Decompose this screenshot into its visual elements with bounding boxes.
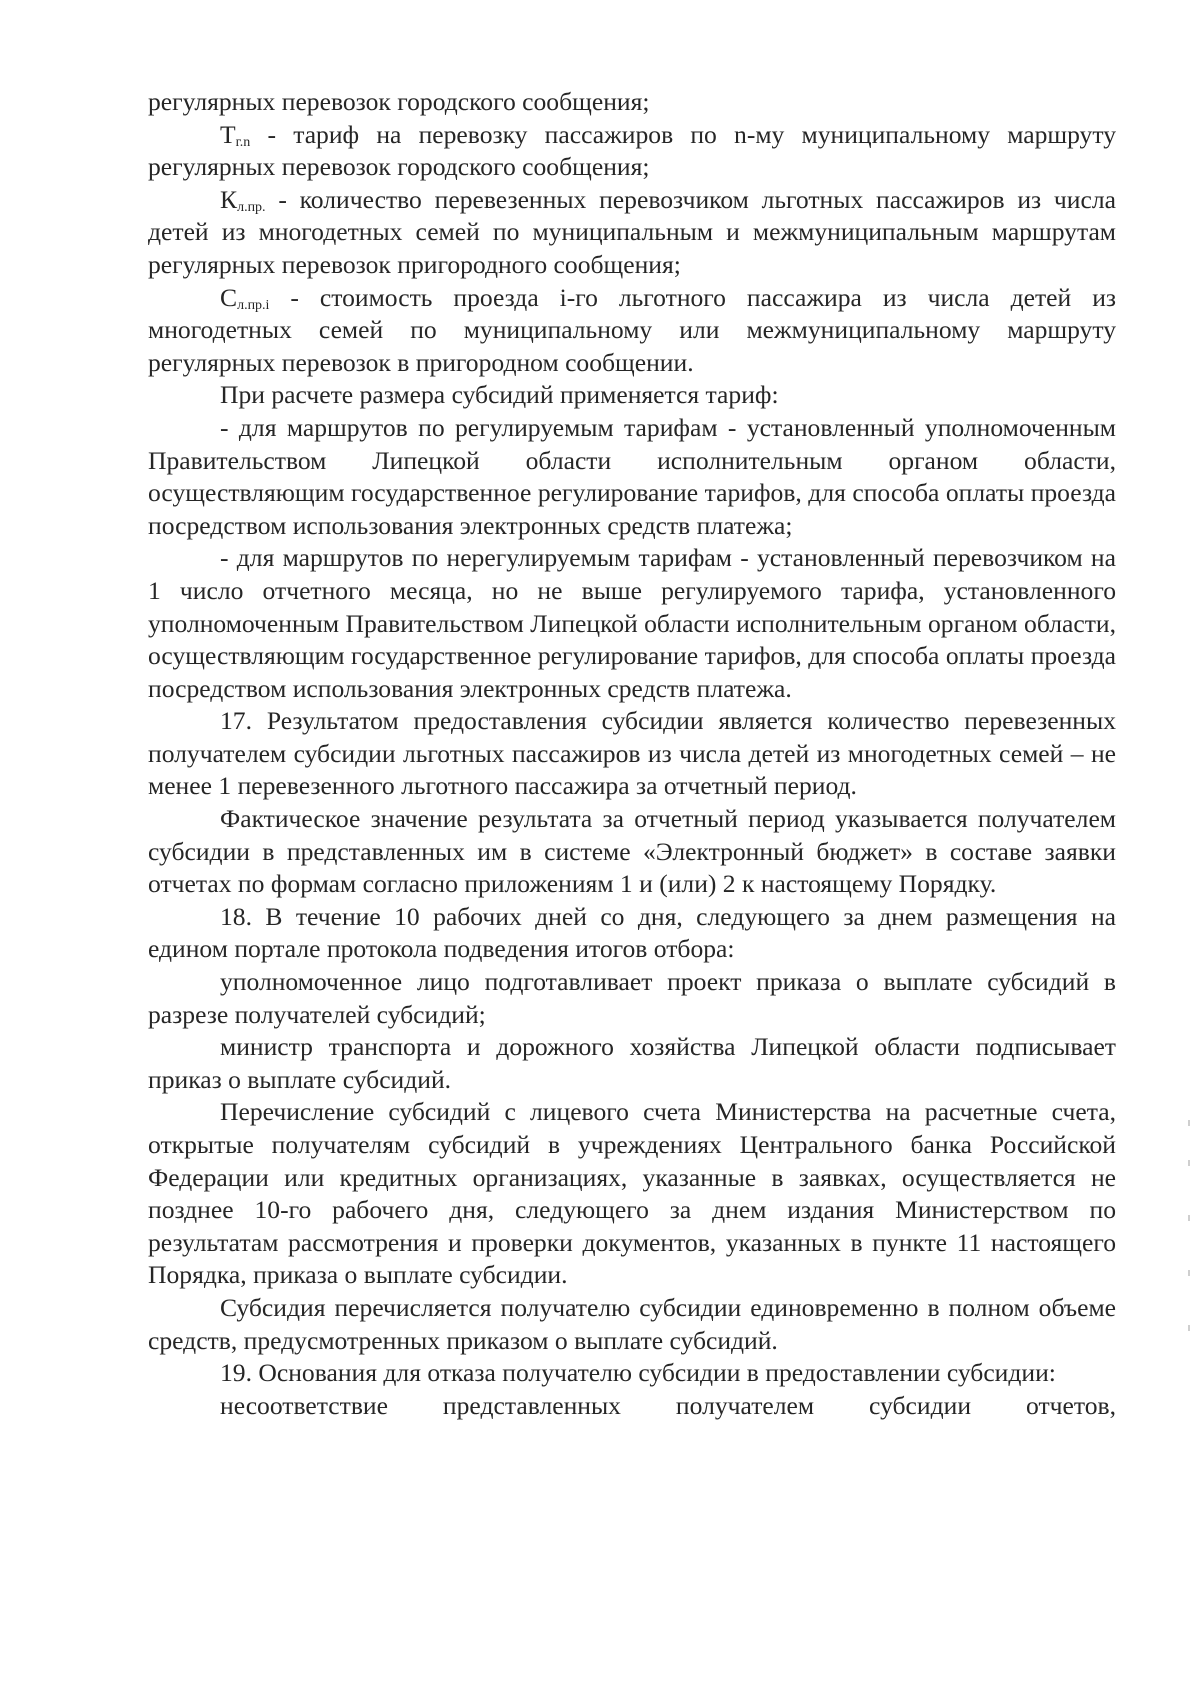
paragraph-2: $Т_{г.n}$ - тариф на перевозку пассажиров по n-му муниципальному маршруту регулярных перевозок городского сообщения; (148, 119, 1116, 182)
paragraph-10-item-18: 18. В течение 10 рабочих дней со дня, следующего за днем размещения на едином портале протокола подведения итогов отбора: (148, 901, 1116, 964)
paragraph-8-item-17: 17. Результатом предоставления субсидии является количество перевезенных получателем субсидии льготных пассажиров из числа детей из многодетных семей – не менее 1 перевезенного льготного пассажира за отчетный период. (148, 706, 1116, 801)
formula-symbol-tariff: $Т_{г.n}$ (220, 119, 251, 150)
paragraph-1: регулярных перевозок городского сообщения; (148, 87, 650, 116)
paragraph-7: - для маршрутов по нерегулируемым тарифам - установленный перевозчиком на 1 число отчетного месяца, но не выше регулируемого тарифа, установленного уполномоченным Правительством Липецкой области исполнительным органом области, осуществляющим государственное регулирование тарифов, для способа оплаты проезда посредством использования электронных средств платежа. (148, 543, 1116, 703)
formula-symbol-cost: $С_{л.пр.i}$ (220, 282, 270, 313)
paragraph-13: Перечисление субсидий с лицевого счета Министерства на расчетные счета, открытые получателям субсидий в учреждениях Центрального банка Российской Федерации или кредитных организациях, указанные в заявках, осуществляется не позднее 10-го рабочего дня, следующего за днем издания Министерством по результатам рассмотрения и проверки документов, указанных в пункте 11 настоящего Порядка, приказа о выплате субсидии. (148, 1097, 1116, 1290)
paragraph-9: Фактическое значение результата за отчетный период указывается получателем субсидии в представленных им в системе «Электронный бюджет» в составе заявки отчетах по формам согласно приложениям 1 и (или) 2 к настоящему Порядку. (148, 804, 1116, 899)
paragraph-5: При расчете размера субсидий применяется тариф: (220, 380, 779, 410)
paragraph-16: несоответствие представленных получателем субсидии отчетов, (220, 1390, 1116, 1420)
paragraph-11: уполномоченное лицо подготавливает проект приказа о выплате субсидий в разрезе получателей субсидий; (148, 967, 1116, 1029)
paragraph-3: $К_{л.пр.}$ - количество перевезенных перевозчиком льготных пассажиров из числа детей из многодетных семей по муниципальным и межмуниципальным маршрутам регулярных перевозок пригородного сообщения; (148, 184, 1116, 279)
formula-symbol-count: $К_{л.пр.}$ (220, 184, 266, 215)
document-body (148, 86, 1116, 1422)
paragraph-15-item-19: 19. Основания для отказа получателю субсидии в предоставлении субсидии: (220, 1358, 1056, 1388)
scan-edge-marks (1188, 1120, 1192, 1340)
paragraph-6: - для маршрутов по регулируемым тарифам - установленный уполномоченным Правительством Липецкой области исполнительным органом области, осуществляющим государственное регулирование тарифов, для способа оплаты проезда посредством использования электронных средств платежа; (148, 412, 1116, 540)
paragraph-4: $С_{л.пр.i}$ - стоимость проезда i-го льготного пассажира из числа детей из многодетных семей по муниципальному или межмуниципальному маршруту регулярных перевозок в пригородном сообщении. (148, 282, 1116, 377)
paragraph-14: Субсидия перечисляется получателю субсидии единовременно в полном объеме средств, предусмотренных приказом о выплате субсидий. (148, 1292, 1116, 1355)
paragraph-12: министр транспорта и дорожного хозяйства Липецкой области подписывает приказ о выплате субсидий. (148, 1032, 1116, 1094)
